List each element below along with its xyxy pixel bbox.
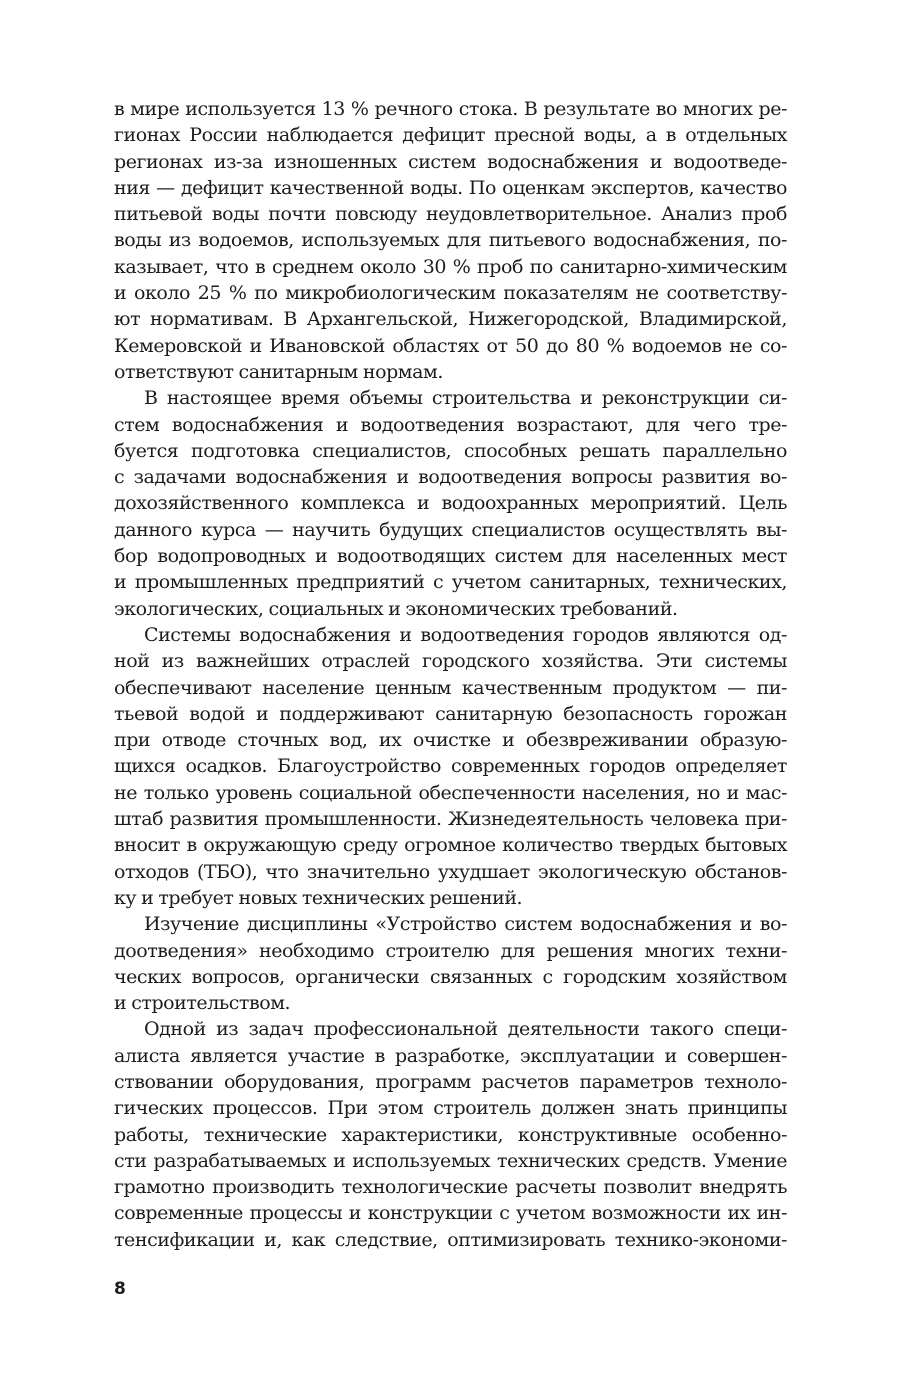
text-line: бор водопроводных и водоотводящих систем для населенных мест xyxy=(114,545,787,568)
text-line: регионах из-за изношенных систем водоснабжения и водоотведе- xyxy=(114,150,787,173)
text-line: Системы водоснабжения и водоотведения городов являются од- xyxy=(144,623,787,646)
paragraph xyxy=(114,96,787,385)
text-line: Изучение дисциплины «Устройство систем водоснабжения и во- xyxy=(144,913,787,936)
text-line: стем водоснабжения и водоотведения возрастают, для чего тре- xyxy=(114,413,787,436)
text-line: отходов (ТБО), что значительно ухудшает экологическую обстанов- xyxy=(114,860,787,883)
text-line: обеспечивают население ценным качественным продуктом — пи- xyxy=(114,676,787,699)
text-line: и около 25 % по микробиологическим показателям не соответству- xyxy=(114,282,787,305)
text-line: ческих вопросов, органически связанных с городским хозяйством xyxy=(114,965,787,988)
text-line: буется подготовка специалистов, способных решать параллельно xyxy=(114,439,787,462)
text-line: тьевой водой и поддерживают санитарную безопасность горожан xyxy=(114,702,787,725)
page-number: 8 xyxy=(114,1279,126,1299)
text-line: Одной из задач профессиональной деятельности такого специ- xyxy=(144,1018,787,1041)
text-line: ствовании оборудования, программ расчетов параметров техноло- xyxy=(114,1070,787,1093)
text-line: грамотно производить технологические расчеты позволит внедрять xyxy=(114,1176,787,1199)
text-line: воды из водоемов, используемых для питьевого водоснабжения, по- xyxy=(114,229,787,252)
page-body xyxy=(114,96,787,1253)
text-line: данного курса — научить будущих специалистов осуществлять вы- xyxy=(114,518,787,541)
text-line: при отводе сточных вод, их очистке и обезвреживании образую- xyxy=(114,729,787,752)
text-line: ответствуют санитарным нормам. xyxy=(114,360,443,383)
text-line: и промышленных предприятий с учетом санитарных, технических, xyxy=(114,571,787,594)
text-line: с задачами водоснабжения и водоотведения вопросы развития во- xyxy=(114,466,787,489)
text-line: в мире используется 13 % речного стока. В результате во многих ре- xyxy=(114,98,787,120)
text-line: алиста является участие в разработке, эксплуатации и совершен- xyxy=(114,1044,787,1067)
text-line: дохозяйственного комплекса и водоохранных мероприятий. Цель xyxy=(114,492,787,515)
text-line: Кемеровской и Ивановской областях от 50 до 80 % водоемов не со- xyxy=(114,334,787,357)
text-line: щихся осадков. Благоустройство современных городов определяет xyxy=(114,755,787,778)
text-line: сти разрабатываемых и используемых технических средств. Умение xyxy=(114,1149,787,1172)
paragraph xyxy=(114,622,787,911)
text-line: казывает, что в среднем около 30 % проб по санитарно-химическим xyxy=(114,255,787,278)
text-line: ния — дефицит качественной воды. По оценкам экспертов, качество xyxy=(114,176,787,199)
text-line: гических процессов. При этом строитель должен знать принципы xyxy=(114,1097,787,1120)
text-line: экологических, социальных и экономических требований. xyxy=(114,597,678,620)
text-line: тенсификации и, как следствие, оптимизировать технико-экономи- xyxy=(114,1228,787,1251)
text-line: ной из важнейших отраслей городского хозяйства. Эти системы xyxy=(114,650,787,673)
text-line: не только уровень социальной обеспеченности населения, но и мас- xyxy=(114,781,787,804)
paragraph xyxy=(114,911,787,1016)
text-line: гионах России наблюдается дефицит пресной воды, а в отдельных xyxy=(114,124,787,147)
text-line: работы, технические характеристики, конструктивные особенно- xyxy=(114,1123,787,1146)
text-line: современные процессы и конструкции с учетом возможности их ин- xyxy=(114,1202,787,1225)
text-line: ку и требует новых технических решений. xyxy=(114,886,523,909)
text-line: доотведения» необходимо строителю для решения многих техни- xyxy=(114,939,787,962)
text-line: и строительством. xyxy=(114,992,291,1015)
paragraph xyxy=(114,385,787,622)
text-line: питьевой воды почти повсюду неудовлетворительное. Анализ проб xyxy=(114,203,787,226)
paragraph xyxy=(114,1016,787,1253)
text-line: вносит в окружающую среду огромное количество твердых бытовых xyxy=(114,834,787,857)
text-line: штаб развития промышленности. Жизнедеятельность человека при- xyxy=(114,808,787,831)
text-line: ют нормативам. В Архангельской, Нижегородской, Владимирской, xyxy=(114,308,787,331)
text-line: В настоящее время объемы строительства и реконструкции си- xyxy=(144,387,787,410)
